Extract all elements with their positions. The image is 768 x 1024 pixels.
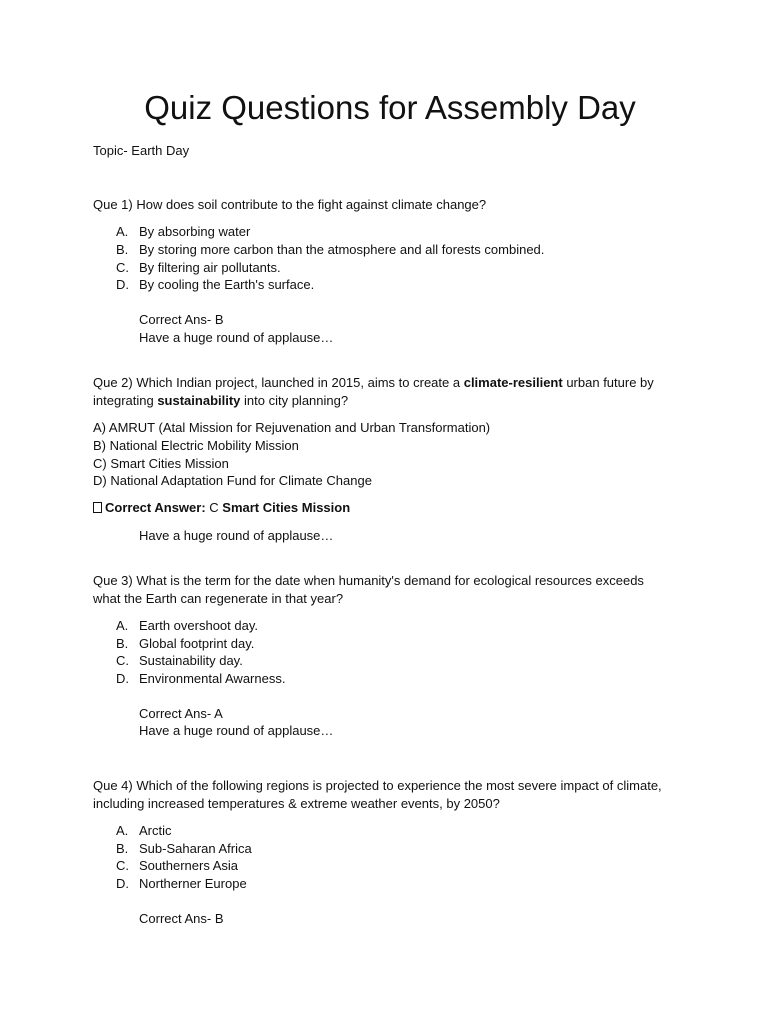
question-2-line-1 bbox=[93, 374, 654, 392]
option-marker: C. bbox=[116, 858, 129, 873]
option-marker: B. bbox=[116, 841, 129, 856]
option-marker: D. bbox=[116, 876, 129, 891]
answer-letter: C bbox=[205, 500, 223, 515]
option-text: Northerner Europe bbox=[139, 876, 247, 891]
answer-label: Correct Answer: bbox=[105, 500, 206, 515]
option-text: By absorbing water bbox=[139, 224, 251, 239]
question-2-text: Que 2) Which Indian project, launched in 2015, aims to create a bbox=[93, 375, 464, 390]
topic-line: Topic- Earth Day bbox=[93, 143, 190, 158]
question-2-text: urban future by bbox=[562, 375, 654, 390]
option-c: C) Smart Cities Mission bbox=[93, 456, 229, 471]
option-text: Southerners Asia bbox=[139, 858, 239, 873]
check-icon bbox=[93, 502, 102, 513]
option-marker: D. bbox=[116, 277, 129, 292]
option-text: Sustainability day. bbox=[139, 653, 243, 668]
question-2-line-2 bbox=[93, 392, 348, 410]
correct-answer-4: Correct Ans- B bbox=[139, 911, 224, 926]
question-4-line-2: including increased temperatures & extreme weather events, by 2050? bbox=[93, 796, 500, 811]
question-2-text: integrating bbox=[93, 393, 158, 408]
option-text: Arctic bbox=[139, 823, 172, 838]
option-marker: A. bbox=[116, 618, 129, 633]
correct-answer-3: Correct Ans- A bbox=[139, 706, 223, 721]
option-text: Global footprint day. bbox=[139, 636, 255, 651]
option-marker: A. bbox=[116, 224, 129, 239]
option-marker: C. bbox=[116, 653, 129, 668]
option-marker: B. bbox=[116, 242, 129, 257]
option-text: Environmental Awarness. bbox=[139, 671, 286, 686]
option-marker: A. bbox=[116, 823, 129, 838]
question-4-line-1: Que 4) Which of the following regions is projected to experience the most severe impact of climate, bbox=[93, 778, 662, 793]
option-marker: C. bbox=[116, 260, 129, 275]
option-text: Sub-Saharan Africa bbox=[139, 841, 252, 856]
answer-text: Smart Cities Mission bbox=[222, 500, 351, 515]
question-3-line-1: Que 3) What is the term for the date when humanity's demand for ecological resources exceeds bbox=[93, 573, 644, 588]
option-text: By filtering air pollutants. bbox=[139, 260, 281, 275]
option-marker: D. bbox=[116, 671, 129, 686]
correct-answer-1: Correct Ans- B bbox=[139, 312, 224, 327]
option-text: Earth overshoot day. bbox=[139, 618, 258, 633]
question-2-bold: sustainability bbox=[157, 393, 241, 408]
applause-2: Have a huge round of applause… bbox=[139, 528, 334, 543]
question-2-bold: climate-resilient bbox=[463, 375, 563, 390]
option-marker: B. bbox=[116, 636, 129, 651]
page-title: Quiz Questions for Assembly Day bbox=[144, 89, 636, 126]
question-1: Que 1) How does soil contribute to the fight against climate change? bbox=[93, 197, 487, 212]
applause-3: Have a huge round of applause… bbox=[139, 723, 334, 738]
option-d: D) National Adaptation Fund for Climate Change bbox=[93, 473, 372, 488]
option-text: By storing more carbon than the atmosphere and all forests combined. bbox=[139, 242, 545, 257]
question-3-line-2: what the Earth can regenerate in that year? bbox=[93, 591, 344, 606]
question-2-text: into city planning? bbox=[240, 393, 349, 408]
option-a: A) AMRUT (Atal Mission for Rejuvenation and Urban Transformation) bbox=[93, 420, 491, 435]
correct-answer-2 bbox=[93, 499, 350, 517]
applause-1: Have a huge round of applause… bbox=[139, 330, 334, 345]
option-b: B) National Electric Mobility Mission bbox=[93, 438, 299, 453]
option-text: By cooling the Earth's surface. bbox=[139, 277, 315, 292]
